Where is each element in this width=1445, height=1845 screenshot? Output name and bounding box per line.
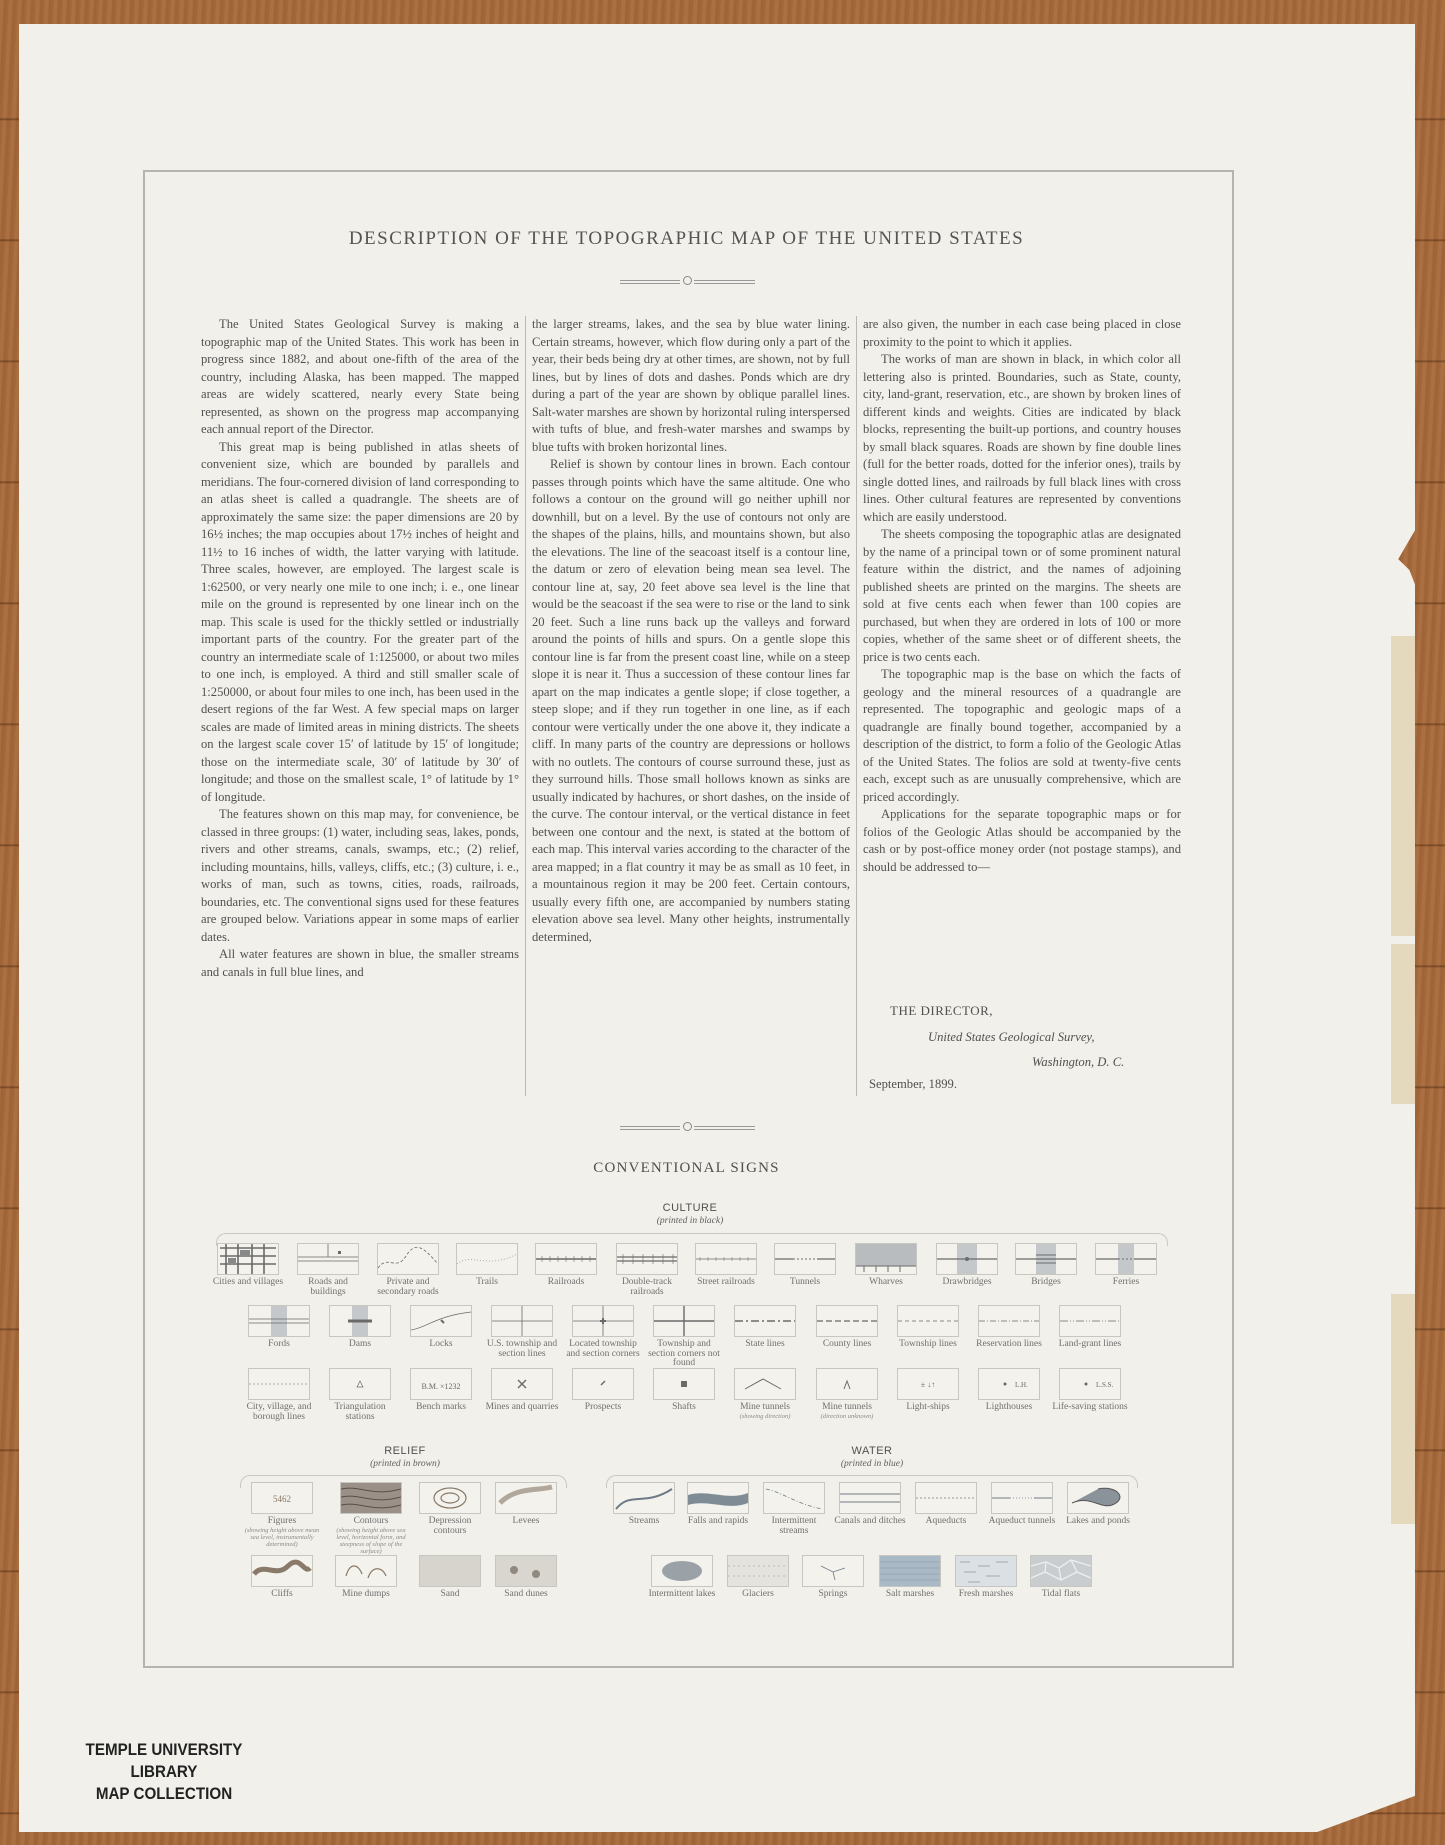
sign-land-grant-line	[1052, 1305, 1128, 1350]
sign-label: Falls and rapids	[687, 1516, 749, 1526]
sign-label: Glaciers	[742, 1589, 774, 1599]
sign-township-line	[890, 1305, 966, 1350]
glacier-icon	[727, 1555, 789, 1587]
sign-label: Prospects	[584, 1402, 622, 1412]
paragraph: The works of man are shown in black, in which color all lettering also is printed. Boundaries, such as State, county, city, land-grant, reservation, etc., are shown by broken lines of different kinds and weights. Cities are indicated by black blocks, representing the built-up portions, and country houses by small black squares. Roads are shown by fine double lines (full for the better roads, dotted for the inferior ones), trails by single dotted lines, and railroads by full black lines with cross lines. Other cultural features are represented by conventions which are easily understood.	[863, 352, 1181, 524]
levee-icon	[495, 1482, 557, 1514]
paragraph: The sheets composing the topographic atlas are designated by the name of a principal town or of some prominent natural feature within the district, and the names of adjoining published sheets are printed on the margins. The sheets are sold at five cents each when fewer than 100 copies are purchased, but when they are ordered in lots of 100 or more copies, whether of the same sheet or of different sheets, the price is two cents each.	[863, 527, 1181, 664]
stamp-line-1: TEMPLE UNIVERSITY LIBRARY	[85, 1741, 243, 1781]
sign-wharves	[848, 1243, 924, 1288]
double-railroad-icon	[616, 1243, 678, 1275]
drawbridge-icon	[936, 1243, 998, 1275]
sign-note: (showing height above sea level, horizontal form, and steepness of slope of the surface)	[336, 1526, 406, 1555]
sign-label: Levees	[512, 1516, 540, 1526]
contours-icon	[340, 1482, 402, 1514]
state-line-icon	[734, 1305, 796, 1337]
sign-bridge	[1008, 1243, 1084, 1288]
signature-name: THE DIRECTOR,	[890, 1003, 994, 1018]
lake-icon	[1067, 1482, 1129, 1514]
paragraph: This great map is being published in atlas sheets of convenient size, which are bounded by parallels and meridians. The four-cornered division of land corresponding to an atlas sheet is called a quadrangle. The sheets are of approximately the same size: the paper dimensions are 20 by 16½ inches; the map occupies about 17½ inches of height and 11½ to 16 inches of width, the latter varying with latitude. Three scales, however, are employed. The largest scale is 1:62500, or very nearly one mile to one inch; i. e., one linear mile on the ground is represented by one linear inch on the map. This scale is used for the thickly settled or industrially important parts of the country. For the greater part of the country an intermediate scale of 1:125000, or about two miles to one inch, is employed. A third and still smaller scale of 1:250000, or about four miles to one inch, has been used in the desert regions of the far West. A few special maps on larger scales are made of limited areas in mining districts. The sheets on the largest scale cover 15′ of latitude by 15′ of longitude; those on the intermediate scale, 30′ of latitude by 30′ of longitude; and those on the smallest scale, 1° of latitude by 1° of longitude.	[201, 439, 519, 804]
sign-lock	[403, 1305, 479, 1350]
sign-label: Drawbridges	[942, 1277, 992, 1287]
sign-label: Depression contours	[428, 1516, 472, 1536]
sign-reservation-line	[971, 1305, 1047, 1350]
sign-label: Canals and ditches	[834, 1516, 906, 1526]
figures-icon	[251, 1482, 313, 1514]
sign-label: Sand dunes	[504, 1589, 548, 1599]
triangle-icon	[329, 1368, 391, 1400]
sign-trails	[449, 1243, 525, 1288]
sign-drawbridge	[929, 1243, 1005, 1288]
relief-title: RELIEF	[384, 1445, 426, 1457]
sign-label: Contours	[353, 1516, 389, 1526]
sign-label: Dams	[348, 1339, 372, 1349]
paragraph: The United States Geological Survey is making a topographic map of the United States. This work has been in progress since 1882, and about one-fifth of the area of the country, including Alaska, has been mapped. The mapped areas are widely scattered, nearly every State being represented, as shown on the progress map accompanying each annual report of the Director.	[201, 317, 519, 436]
sign-label: Located township and section corners	[566, 1339, 640, 1359]
sign-label: Tidal flats	[1041, 1589, 1081, 1599]
aqueduct-tunnel-icon	[991, 1482, 1053, 1514]
sign-aqueduct-tunnel	[984, 1482, 1060, 1527]
tidal-flat-icon	[1030, 1555, 1092, 1587]
falls-icon	[687, 1482, 749, 1514]
svg-text:5462: 5462	[273, 1494, 291, 1504]
sign-roads	[290, 1243, 366, 1297]
sign-label: Shafts	[672, 1402, 696, 1412]
sign-levee	[488, 1482, 564, 1527]
mine-tunnel-unknown-icon	[816, 1368, 878, 1400]
spring-icon	[802, 1555, 864, 1587]
lock-icon	[410, 1305, 472, 1337]
sign-city-grid	[210, 1243, 286, 1288]
sign-street-railroad	[688, 1243, 764, 1288]
sign-triangle	[322, 1368, 398, 1422]
sign-bench-mark	[403, 1368, 479, 1413]
trails-icon	[456, 1243, 518, 1275]
paragraph: are also given, the number in each case being placed in close proximity to the point to which it applies.	[863, 317, 1181, 349]
street-railroad-icon	[695, 1243, 757, 1275]
relief-subtitle: (printed in brown)	[370, 1459, 440, 1469]
sign-mine-dump	[328, 1555, 404, 1600]
column-rule	[525, 316, 526, 1096]
sign-label: Streams	[628, 1516, 660, 1526]
sign-township	[484, 1305, 560, 1359]
sign-label: Sand	[440, 1589, 460, 1599]
sign-note: (direction unknown)	[820, 1412, 874, 1420]
svg-text:B.M. ×1232: B.M. ×1232	[421, 1382, 461, 1391]
sign-label: Aqueduct tunnels	[988, 1516, 1056, 1526]
sign-label: Fresh marshes	[958, 1589, 1014, 1599]
sign-state-line	[727, 1305, 803, 1350]
sign-label: Reservation lines	[976, 1339, 1042, 1349]
corner-not-found-icon	[653, 1305, 715, 1337]
culture-subtitle: (printed in black)	[656, 1216, 724, 1226]
township-line-icon	[897, 1305, 959, 1337]
text-column-1	[201, 316, 519, 981]
sign-label: Cliffs	[271, 1589, 293, 1599]
tape-strip	[1391, 1294, 1415, 1524]
paragraph: The topographic map is the base on which the facts of geology and the mineral resources of a quadrangle are represented. The topographic and geologic maps of a quadrangle are finally bound together, accompanied by a description of the district, to form a folio of the Geologic Atlas of the United States. The folios are sold at twenty-five cents each, except such as are unusually comprehensive, which are priced accordingly.	[863, 667, 1181, 804]
mine-dump-icon	[335, 1555, 397, 1587]
signature-place: Washington, D. C.	[1032, 1055, 1125, 1069]
mine-tunnel-icon	[734, 1368, 796, 1400]
page-title: DESCRIPTION OF THE TOPOGRAPHIC MAP OF THE UNITED STATES	[348, 228, 1025, 249]
culture-title: CULTURE	[662, 1202, 718, 1214]
sign-label: Lighthouses	[985, 1402, 1033, 1412]
paragraph: Applications for the separate topographic maps or for folios of the Geologic Atlas should be accompanied by the cash or by post-office money order (not postage stamps), and should be addressed to—	[863, 807, 1181, 874]
sign-label: Fords	[268, 1339, 290, 1349]
sign-sand-dunes	[488, 1555, 564, 1600]
sign-canal	[832, 1482, 908, 1527]
stream-icon	[613, 1482, 675, 1514]
sign-label: Roads and buildings	[308, 1277, 348, 1297]
sign-label: Land-grant lines	[1058, 1339, 1122, 1349]
water-subtitle: (printed in blue)	[840, 1459, 904, 1469]
sign-private-roads	[370, 1243, 446, 1297]
railroad-icon	[535, 1243, 597, 1275]
sign-double-railroad	[609, 1243, 685, 1297]
sign-lake	[1060, 1482, 1136, 1527]
city-line-icon	[248, 1368, 310, 1400]
ford-icon	[248, 1305, 310, 1337]
sign-label: Township and section corners not found	[648, 1339, 720, 1368]
paragraph: Relief is shown by contour lines in brown. Each contour passes through points which have the same altitude. One who follows a contour on the ground will go neither uphill nor downhill, but on a level. By the use of contours not only are the shapes of the plains, hills, and mountains shown, but also the elevations. The line of the seacoast itself is a contour line, the datum or zero of elevation being mean sea level. The contour line at, say, 20 feet above sea level is the line that would be the seacoast if the sea were to rise or the land to sink 20 feet. Such a line runs back up the valleys and forward around the points of hills and spurs. On a gentle slope this contour line is far from the present coast line, while on a steep slope it is near it. Thus a succession of these contour lines far apart on the map indicates a gentle slope; if close together, a steep slope; and if they run together in one line, as if each contour were vertically under the one above it, they indicate a cliff. In many parts of the country are depressions or hollows with no outlets. The contours of course surround these, just as they surround hills. Those small hollows known as sinks are usually indicated by hachures, or short dashes, on the inside of the curve. The contour interval, or the vertical distance in feet between one contour and the next, is stated at the bottom of each map. This interval varies according to the character of the area mapped; in a flat country it may be as small as 10 feet, in a mountainous region it may be 200 feet. Certain contours, usually every fifth one, are accompanied by numbers stating elevation above sea level. Many other heights, instrumentally determined,	[532, 457, 850, 944]
paragraph: The features shown on this map may, for convenience, be classed in three groups: (1) water, including seas, lakes, ponds, rivers and other streams, canals, swamps, etc.; (2) relief, including mountains, hills, valleys, cliffs, etc.; (3) culture, i. e., works of man, such as towns, cities, roads, railroads, boundaries, etc. The conventional signs used for these features are grouped below. Variations appear in some maps of earlier dates.	[201, 807, 519, 944]
sign-stream	[606, 1482, 682, 1527]
sign-cliff	[244, 1555, 320, 1600]
sign-falls	[680, 1482, 756, 1527]
sign-intermittent-lake	[644, 1555, 720, 1600]
sign-aqueduct	[908, 1482, 984, 1527]
sign-prospect	[565, 1368, 641, 1413]
sign-label: Ferries	[1112, 1277, 1140, 1287]
sign-label: Salt marshes	[885, 1589, 935, 1599]
fresh-marsh-icon	[955, 1555, 1017, 1587]
light-ship-icon	[897, 1368, 959, 1400]
sign-intermittent-stream	[756, 1482, 832, 1536]
sign-note: (showing height above mean sea level, instrumentally determined)	[244, 1526, 320, 1548]
land-grant-line-icon	[1059, 1305, 1121, 1337]
private-roads-icon	[377, 1243, 439, 1275]
sign-note: (showing direction)	[739, 1412, 791, 1420]
intermittent-stream-icon	[763, 1482, 825, 1514]
bridge-icon	[1015, 1243, 1077, 1275]
water-title: WATER	[851, 1445, 893, 1457]
sign-sand	[412, 1555, 488, 1600]
cliff-icon	[251, 1555, 313, 1587]
sign-label: State lines	[745, 1339, 785, 1349]
sign-city-line	[241, 1368, 317, 1422]
paragraph: All water features are shown in blue, the smaller streams and canals in full blue lines, and	[201, 947, 519, 979]
sign-corner-not-found	[646, 1305, 722, 1369]
life-saving-icon	[1059, 1368, 1121, 1400]
roads-icon	[297, 1243, 359, 1275]
lighthouse-icon	[978, 1368, 1040, 1400]
sign-label: Light-ships	[906, 1402, 950, 1412]
library-stamp	[72, 1739, 256, 1805]
paragraph: the larger streams, lakes, and the sea by blue water lining. Certain streams, however, which flow during only a part of the year, their beds being dry at other times, are shown, not by full lines, but by lines of dots and dashes. Ponds which are dry during a part of the year are shown by oblique parallel lines. Salt-water marshes are shown by horizontal ruling interspersed with tufts of blue, and fresh-water marshes and swamps by blue tufts with broken horizontal lines.	[532, 317, 850, 454]
sign-figures	[244, 1482, 320, 1548]
sign-label: Mines and quarries	[485, 1402, 559, 1412]
sign-label: Double-track railroads	[621, 1277, 673, 1297]
sign-label: Trails	[476, 1277, 498, 1287]
wharves-icon	[855, 1243, 917, 1275]
sand-icon	[419, 1555, 481, 1587]
svg-text:± ↓↑: ± ↓↑	[920, 1380, 936, 1389]
sign-tunnel	[767, 1243, 843, 1288]
located-corner-icon	[572, 1305, 634, 1337]
sign-mine-cross	[484, 1368, 560, 1413]
township-icon	[491, 1305, 553, 1337]
sign-dam	[322, 1305, 398, 1350]
county-line-icon	[816, 1305, 878, 1337]
sign-lighthouse	[971, 1368, 1047, 1413]
sign-light-ship	[890, 1368, 966, 1413]
sign-located-corner	[565, 1305, 641, 1359]
sign-label: City, village, and borough lines	[246, 1402, 312, 1422]
column-rule	[856, 316, 857, 1096]
sign-label: Intermittent lakes	[648, 1589, 716, 1599]
sign-label: Springs	[818, 1589, 848, 1599]
prospect-icon	[572, 1368, 634, 1400]
sign-label: Aqueducts	[925, 1516, 967, 1526]
sign-contours	[333, 1482, 409, 1555]
bench-mark-icon	[410, 1368, 472, 1400]
sign-label: Railroads	[547, 1277, 585, 1287]
sign-label: Street railroads	[697, 1277, 755, 1287]
sign-mine-tunnel-unknown	[809, 1368, 885, 1420]
sign-label: Private and secondary roads	[377, 1277, 439, 1297]
text-column-3	[863, 316, 1181, 1016]
sign-label: Locks	[429, 1339, 453, 1349]
sign-label: Mine dumps	[342, 1589, 390, 1599]
sign-label: Figures	[267, 1516, 297, 1526]
text-column-2	[532, 316, 850, 946]
sign-label: Tunnels	[789, 1277, 821, 1287]
tape-strip	[1391, 944, 1415, 1104]
salt-marsh-icon	[879, 1555, 941, 1587]
sign-salt-marsh	[872, 1555, 948, 1600]
sign-depression	[412, 1482, 488, 1536]
section-ornament	[620, 1122, 755, 1132]
sign-ford	[241, 1305, 317, 1350]
sign-spring	[795, 1555, 871, 1600]
sign-label: Life-saving stations	[1052, 1402, 1128, 1412]
sign-label: Mine tunnels	[740, 1402, 790, 1412]
sign-shaft	[646, 1368, 722, 1413]
tape-strip	[1391, 636, 1415, 936]
sign-label: Bridges	[1031, 1277, 1061, 1287]
sign-fresh-marsh	[948, 1555, 1024, 1600]
dam-icon	[329, 1305, 391, 1337]
sign-label: Cities and villages	[212, 1277, 284, 1287]
signature-date: September, 1899.	[869, 1077, 957, 1091]
svg-text:L.S.S.: L.S.S.	[1096, 1381, 1114, 1389]
aqueduct-icon	[915, 1482, 977, 1514]
title-ornament	[620, 276, 755, 286]
sign-tidal-flat	[1023, 1555, 1099, 1600]
sign-life-saving	[1052, 1368, 1128, 1413]
sign-label: Wharves	[869, 1277, 903, 1287]
sign-label: Bench marks	[416, 1402, 466, 1412]
sign-label: Lakes and ponds	[1066, 1516, 1130, 1526]
sign-label: Mine tunnels	[822, 1402, 872, 1412]
sign-railroad	[528, 1243, 604, 1288]
sign-label: County lines	[822, 1339, 872, 1349]
sign-glacier	[720, 1555, 796, 1600]
reservation-line-icon	[978, 1305, 1040, 1337]
sign-county-line	[809, 1305, 885, 1350]
sign-label: Intermittent streams	[771, 1516, 817, 1536]
signature-org: United States Geological Survey,	[928, 1030, 1095, 1044]
sign-mine-tunnel	[727, 1368, 803, 1420]
city-grid-icon	[217, 1243, 279, 1275]
shaft-icon	[653, 1368, 715, 1400]
sand-dunes-icon	[495, 1555, 557, 1587]
stamp-line-2: MAP COLLECTION	[95, 1785, 233, 1803]
sign-label: Triangulation stations	[334, 1402, 386, 1422]
canal-icon	[839, 1482, 901, 1514]
sign-label: Township lines	[899, 1339, 957, 1349]
intermittent-lake-icon	[651, 1555, 713, 1587]
depression-icon	[419, 1482, 481, 1514]
sign-ferry	[1088, 1243, 1164, 1288]
conventional-signs-title: CONVENTIONAL SIGNS	[593, 1160, 780, 1176]
mine-cross-icon	[491, 1368, 553, 1400]
ferry-icon	[1095, 1243, 1157, 1275]
sign-label: U.S. township and section lines	[486, 1339, 558, 1359]
svg-text:L.H.: L.H.	[1015, 1381, 1028, 1389]
tunnel-icon	[774, 1243, 836, 1275]
